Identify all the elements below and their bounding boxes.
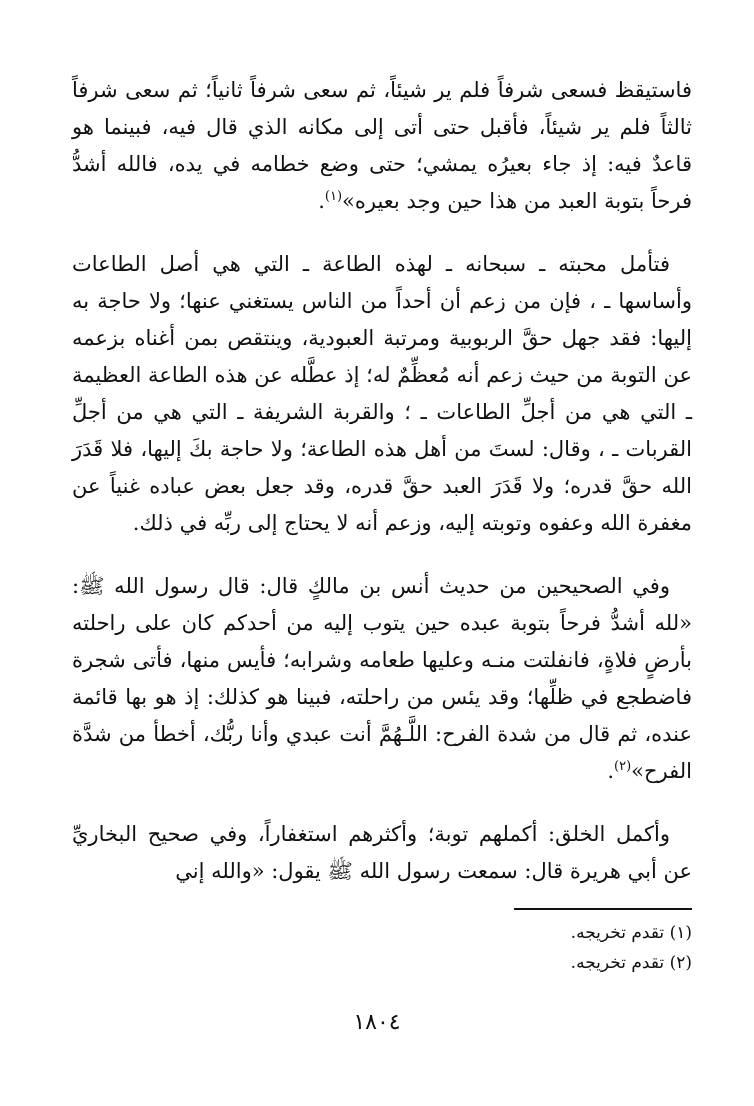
footnote-2-text: تقدم تخريجه.: [570, 953, 665, 973]
paragraph-1: [72, 72, 692, 220]
paragraph-3-tail: .: [607, 759, 614, 783]
footnote-1: [292, 918, 692, 948]
footnote-1-text: تقدم تخريجه.: [570, 923, 665, 943]
paragraph-1-tail: .: [318, 189, 325, 213]
footnote-divider: [514, 908, 692, 910]
footnote-ref-1: (١): [324, 189, 343, 204]
paragraph-4-text: وأكمل الخلق: أكملهم توبة؛ وأكثرهم استغفاراً، وفي صحيح البخاريِّ عن أبي هريرة قال: سمعت رسول الله ﷺ يقول: «والله إني: [72, 822, 692, 883]
paragraph-2-text: فتأمل محبته ـ سبحانه ـ لهذه الطاعة ـ التي هي أصل الطاعات وأساسها ـ ، فإن من زعم أن أحداً من الناس يستغني عنها؛ ولا حاجة به إليها: فقد جهل حقَّ الربوبية ومرتبة العبودية، وينتقص بمن أغناه بزعمه عن التوبة من حيث زعم أنه مُعظِّمٌ له؛ إذ عطَّله عن هذه الطاعة العظيمة ـ التي هي من أجلِّ الطاعات ـ ؛ والقربة الشريفة ـ التي هي من أجلِّ القربات ـ ، وقال: لستَ من أهل هذه الطاعة؛ ولا حاجة بكَ إليها، فلا قَدَرَ الله حقَّ قدره؛ ولا قَدَرَ العبد حقَّ قدره، وقد جعل بعض عباده غنياً عن مغفرة الله وعفوه وتوبته إليه، وزعم أنه لا يحتاج إلى ربِّه في ذلك.: [72, 252, 692, 535]
paragraph-4: [72, 816, 692, 890]
footnotes: [292, 918, 692, 978]
paragraph-3: [72, 568, 692, 790]
footnote-2-number: (٢): [669, 953, 692, 973]
footnote-1-number: (١): [669, 923, 692, 943]
main-text: [72, 72, 692, 916]
page-number: ١٨٠٤: [353, 1010, 401, 1035]
footnote-ref-2: (٢): [614, 759, 632, 774]
paragraph-1-text: فاستيقظ فسعى شرفاً فلم ير شيئاً، ثم سعى شرفاً ثانياً؛ ثم سعى شرفاً ثالثاً فلم ير شيئاً، فأقبل حتى أتى إلى مكانه الذي قال فيه، فبينما هو قاعدٌ فيه: إذ جاء بعيرُه يمشي؛ حتى وضع خطامه في يده، فالله أشدُّ فرحاً بتوبة العبد من هذا حين وجد بعيره»: [72, 78, 692, 213]
paragraph-3-text: وفي الصحيحين من حديث أنس بن مالكٍ قال: قال رسول الله ﷺ: «لله أشدُّ فرحاً بتوبة عبده حين يتوب إليه من أحدكم كان على راحلته بأرضٍ فلاةٍ، فانفلتت منـه وعليها طعامه وشرابه؛ فأيس منها، فأتى شجرة فاضطجع في ظلِّها؛ وقد يئس من راحلته، فبينا هو كذلك: إذ هو بها قائمة عنده، ثم قال من شدة الفرح: اللَّـهُمَّ أنت عبدي وأنا ربُّك، أخطأ من شدَّة الفرح»: [72, 574, 692, 783]
paragraph-2: [72, 246, 692, 542]
footnote-2: [292, 948, 692, 978]
